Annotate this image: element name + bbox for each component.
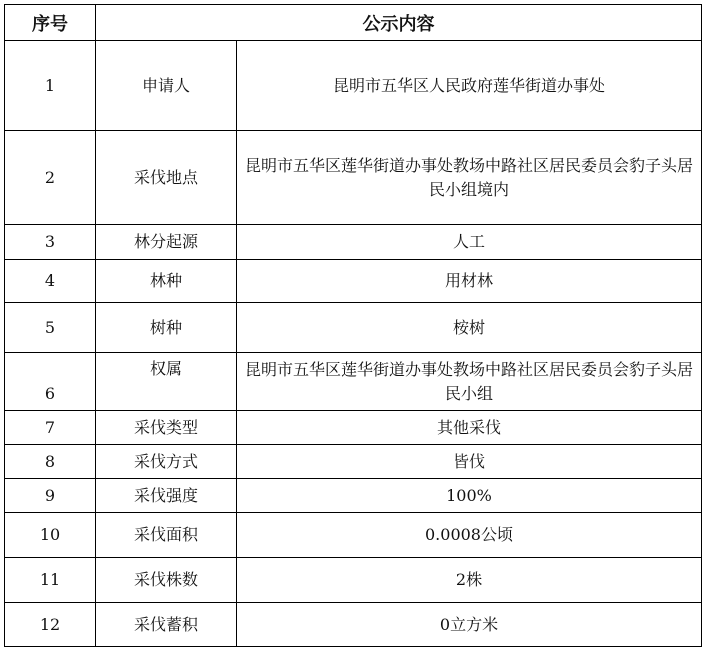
table-row: [5, 603, 702, 647]
row-content: 2株: [237, 558, 702, 603]
table-row: [5, 41, 702, 131]
row-item: 采伐株数: [96, 558, 237, 603]
table-row: [5, 513, 702, 558]
row-no: 5: [5, 303, 96, 353]
row-no: 12: [5, 603, 96, 647]
row-item: 林分起源: [96, 225, 237, 260]
row-content: 昆明市五华区莲华街道办事处教场中路社区居民委员会豹子头居民小组: [237, 353, 702, 411]
row-item: 采伐地点: [96, 131, 237, 225]
row-no: 7: [5, 411, 96, 445]
row-no: 3: [5, 225, 96, 260]
row-content: 0立方米: [237, 603, 702, 647]
table-row: [5, 260, 702, 303]
table-row: [5, 445, 702, 479]
row-no: 10: [5, 513, 96, 558]
row-item: 树种: [96, 303, 237, 353]
row-content: 桉树: [237, 303, 702, 353]
row-content: 0.0008公顷: [237, 513, 702, 558]
table-row: [5, 131, 702, 225]
row-content: 昆明市五华区莲华街道办事处教场中路社区居民委员会豹子头居民小组境内: [237, 131, 702, 225]
row-item: 采伐方式: [96, 445, 237, 479]
table-row: [5, 479, 702, 513]
row-no: 2: [5, 131, 96, 225]
row-content: 人工: [237, 225, 702, 260]
table-row: [5, 303, 702, 353]
header-no: 序号: [5, 5, 96, 41]
row-content: 昆明市五华区人民政府莲华街道办事处: [237, 41, 702, 131]
row-item: 采伐蓄积: [96, 603, 237, 647]
header-row: [5, 5, 702, 41]
row-item: 采伐强度: [96, 479, 237, 513]
table-row: [5, 411, 702, 445]
row-content: 皆伐: [237, 445, 702, 479]
row-item: 采伐面积: [96, 513, 237, 558]
table-row: [5, 558, 702, 603]
header-content: 公示内容: [96, 5, 702, 41]
row-no: 11: [5, 558, 96, 603]
table-row: [5, 353, 702, 411]
row-item: 林种: [96, 260, 237, 303]
row-no: 4: [5, 260, 96, 303]
row-no: 6: [5, 353, 96, 411]
row-content: 100%: [237, 479, 702, 513]
row-item: 采伐类型: [96, 411, 237, 445]
row-no: 1: [5, 41, 96, 131]
notice-table: [4, 4, 702, 647]
row-item: 权属: [96, 353, 237, 411]
row-no: 8: [5, 445, 96, 479]
row-content: 其他采伐: [237, 411, 702, 445]
table-row: [5, 225, 702, 260]
row-content: 用材林: [237, 260, 702, 303]
row-item: 申请人: [96, 41, 237, 131]
row-no: 9: [5, 479, 96, 513]
